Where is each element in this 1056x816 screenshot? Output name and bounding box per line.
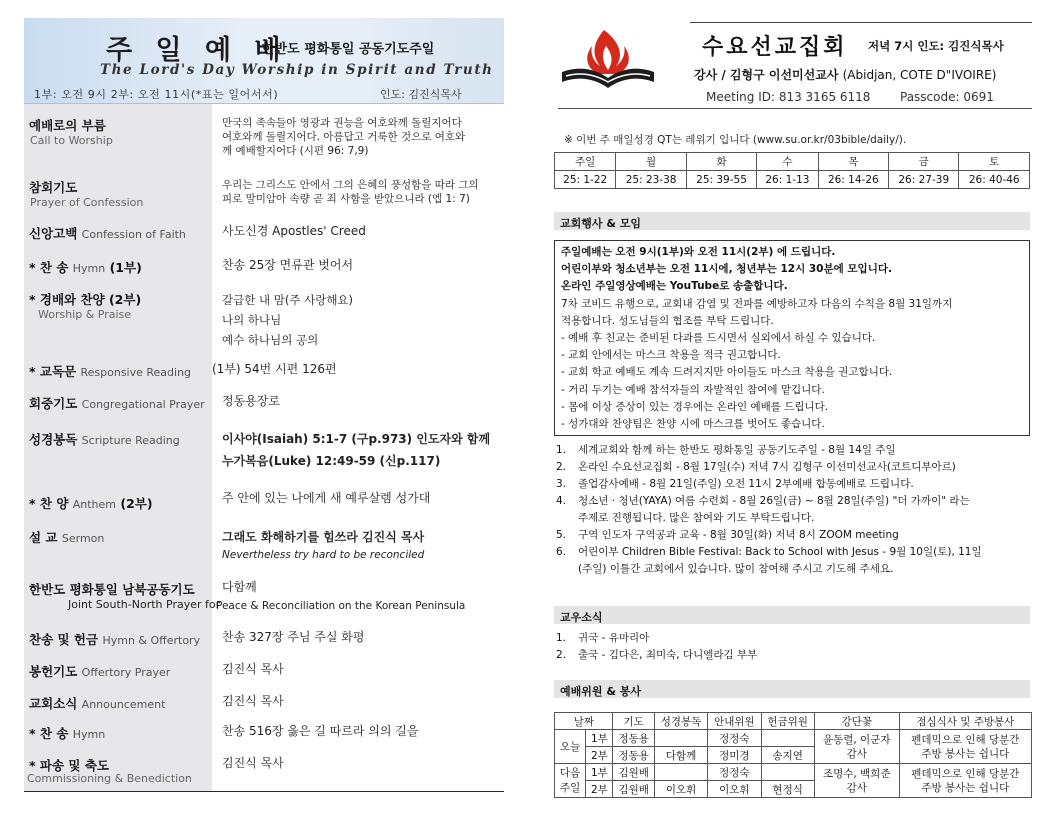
- order-item-text: 정동용장로: [222, 394, 280, 408]
- order-item-en: Hymn: [72, 728, 106, 741]
- order-item-label: 찬송 및 헌금: [29, 632, 99, 647]
- qt-ref: 26: 1-13: [757, 171, 818, 189]
- order-item-label: 신앙고백: [29, 226, 78, 241]
- table-row: [555, 730, 1032, 747]
- table-cell: 펜데믹으로 인해 당분간 주방 봉사는 쉽니다: [899, 730, 1031, 764]
- divider: [690, 22, 1032, 23]
- news-text: 출국 - 김다은, 최미숙, 다니엘라김 부부: [578, 649, 758, 661]
- order-item-label: 예배로의 부름: [29, 118, 106, 133]
- list-item: [556, 510, 982, 527]
- announcement-line: 어린이부와 청소년부는 오전 11시에, 청년부는 12시 30분에 모입니다.: [561, 263, 892, 276]
- announcement-line: - 거리 두기는 예배 참석자들의 자발적인 참여에 맡깁니다.: [561, 383, 825, 396]
- order-item-en: Commissioning & Benediction: [27, 772, 192, 785]
- table-cell: 현정식: [761, 781, 814, 798]
- order-item-text: 사도신경 Apostles' Creed: [222, 224, 366, 238]
- order-item-text: 김진식 목사: [222, 756, 284, 770]
- table-row: [555, 171, 1030, 189]
- order-item-text: 여호와께 돌릴지어다. 아름답고 거룩한 것으로 여호와: [222, 131, 466, 143]
- table-row: [555, 713, 1032, 730]
- table-cell: 1부: [586, 764, 613, 781]
- sermon-title: 그래도 화해하기를 힘쓰라 김진식 목사: [222, 530, 425, 544]
- event-text: 청소년 · 청년(YAYA) 여름 수련회 - 8월 26일(금) ~ 8월 28일(주일) "더 가까이" 라는: [578, 495, 970, 507]
- order-item-label: 설 교: [29, 530, 58, 545]
- table-cell: [761, 730, 814, 747]
- order-item-text: 김진식 목사: [222, 662, 284, 676]
- table-cell: 조명수, 백희준 감사: [814, 764, 899, 798]
- worship-title: 주 일 예 배: [106, 35, 288, 66]
- qt-table: [554, 152, 1030, 189]
- divider: [558, 108, 1032, 109]
- qt-ref: 25: 23-38: [616, 171, 686, 189]
- list-number: 1.: [556, 444, 567, 456]
- table-cell: 다음 주일: [555, 764, 586, 798]
- event-text: 주제로 진행됩니다. 많은 참여와 기도 부탁드립니다.: [578, 512, 815, 524]
- event-text: 온라인 수요선교집회 - 8월 17일(수) 저녁 7시 김형구 이선미선교사(코트디부아르): [578, 461, 956, 473]
- speaker-name: 강사 / 김형구 이선미선교사: [694, 68, 839, 82]
- order-item-label: * 찬 송: [29, 260, 69, 275]
- order-item-text: 나의 하나님: [222, 313, 282, 327]
- order-item-label: 교회소식: [29, 696, 78, 711]
- wednesday-header: [550, 18, 1032, 110]
- table-cell: 정정숙: [708, 764, 761, 781]
- order-item-label: * 찬 송: [29, 726, 69, 741]
- event-text: (주일) 이틀간 교회에서 있습니다. 많이 참여해 주시고 기도해 주세요.: [578, 563, 894, 575]
- section-heading-news: 교우소식: [554, 606, 1030, 624]
- event-text: 구역 인도자 구역공과 교육 - 8월 30일(화) 저녁 8시 ZOOM meeting: [578, 529, 899, 541]
- order-item-part: (2부): [120, 496, 153, 511]
- order-item-text: 우리는 그리스도 안에서 그의 은혜의 풍성함을 따라 그의: [222, 179, 479, 191]
- announcement-line: - 몸에 이상 증상이 있는 경우에는 온라인 예배를 드립니다.: [561, 400, 829, 413]
- table-cell: 1부: [586, 730, 613, 747]
- announcement-line: 7차 코비드 유행으로, 교회내 감염 및 전파를 예방하고자 다음의 수칙을 8월 31일까지: [561, 297, 953, 310]
- order-item-text: 주 안에 있는 나에게 새 예루살렘 성가대: [222, 491, 431, 505]
- table-cell: 정동용: [613, 747, 654, 764]
- order-item-text: 누가복음(Luke) 12:49-59 (신p.117): [222, 454, 441, 468]
- announcement-line: - 성가대와 찬양팀은 찬양 시에 마스크를 벗어도 좋습니다.: [561, 418, 825, 431]
- order-item-part: (1부): [109, 260, 142, 275]
- wednesday-title: 수요선교집회: [702, 35, 848, 60]
- order-item-en: Anthem: [72, 498, 117, 511]
- order-item-en: Worship & Praise: [38, 308, 132, 321]
- order-item-label: 봉헌기도: [29, 664, 78, 679]
- table-cell: [761, 764, 814, 781]
- bulletin-right-page: [550, 18, 1032, 794]
- table-header: 점심식사 및 주방봉사: [899, 713, 1031, 730]
- table-cell: 윤동렬, 이군자 감사: [814, 730, 899, 764]
- event-text: 어린이부 Children Bible Festival: Back to School with Jesus - 9월 10일(토), 11일: [578, 546, 982, 558]
- qt-day: 수: [757, 153, 818, 171]
- table-cell: 2부: [586, 781, 613, 798]
- order-item-en: Scripture Reading: [81, 434, 180, 447]
- qt-ref: 26: 40-46: [959, 171, 1030, 189]
- order-item-en: Prayer of Confession: [30, 196, 144, 209]
- order-item-label: * 찬 양: [29, 496, 69, 511]
- order-item-en: Responsive Reading: [80, 366, 192, 379]
- section-heading-events: 교회행사 & 모임: [554, 212, 1030, 230]
- table-header: 헌금위원: [761, 713, 814, 730]
- order-item-en: Hymn: [72, 262, 106, 275]
- church-logo-icon: [560, 24, 656, 94]
- order-item-en: Joint South-North Prayer for: [68, 598, 221, 611]
- speaker-location: (Abidjan, COTE D"IVOIRE): [842, 68, 997, 82]
- order-item-label: * 경배와 찬양 (2부): [29, 292, 142, 307]
- order-item-label: 한반도 평화통일 남북공동기도: [29, 582, 195, 597]
- order-item-text: 찬송 516장 옳은 길 따르라 의의 길을: [222, 724, 419, 738]
- qt-ref: 25: 1-22: [555, 171, 616, 189]
- announcement-line: 온라인 주일영상예배는 YouTube로 송출합니다.: [561, 280, 788, 293]
- list-number: 5.: [556, 529, 567, 541]
- qt-day: 금: [889, 153, 959, 171]
- list-item: [556, 647, 757, 664]
- table-header: 성경봉독: [654, 713, 707, 730]
- table-header: 기도: [613, 713, 654, 730]
- qt-ref: 26: 14-26: [818, 171, 888, 189]
- order-item-text: 예수 하나님의 공의: [222, 333, 319, 347]
- order-item-en: Congregational Prayer: [81, 398, 205, 411]
- order-item-label: 참회기도: [29, 180, 78, 195]
- announcement-box: [554, 240, 1030, 436]
- qt-day: 화: [686, 153, 756, 171]
- wednesday-title-sub: 저녁 7시 인도: 김진식목사: [868, 39, 1004, 53]
- order-item-text: 찬송 25장 면류관 벗어서: [222, 258, 354, 272]
- order-of-worship: [24, 104, 504, 792]
- order-item-en: Confession of Faith: [81, 228, 186, 241]
- events-list: [556, 442, 982, 578]
- order-item-text: 만국의 족속들아 영광과 권능을 여호와께 돌릴지어다: [222, 117, 462, 129]
- table-cell: 펜데믹으로 인해 당분간 주방 봉사는 쉽니다: [899, 764, 1031, 798]
- section-heading-servers: 예배위원 & 봉사: [554, 680, 1030, 698]
- order-item-label: 성경봉독: [29, 432, 78, 447]
- order-item-label: 회중기도: [29, 396, 78, 411]
- qt-ref: 26: 27-39: [889, 171, 959, 189]
- order-item-label: * 파송 및 축도: [29, 758, 109, 773]
- sermon-title-en: Nevertheless try hard to be reconciled: [222, 549, 425, 561]
- table-cell: 이오휘: [654, 781, 707, 798]
- table-cell: 정미경: [708, 747, 761, 764]
- list-number: 2.: [556, 461, 567, 473]
- order-item-text: 께 예배할지어다 (시편 96: 7,9): [222, 145, 369, 157]
- table-cell: [654, 764, 707, 781]
- table-cell: 김원배: [613, 781, 654, 798]
- table-header: 강단꽃: [814, 713, 899, 730]
- table-cell: 김원배: [613, 764, 654, 781]
- list-item: [556, 476, 982, 493]
- qt-day: 토: [959, 153, 1030, 171]
- servers-table: [554, 712, 1032, 798]
- meeting-id: Meeting ID: 813 3165 6118: [706, 90, 871, 104]
- worship-times: 1부: 오전 9시 2부: 오전 11시(*표는 일어서서): [34, 88, 279, 101]
- worship-title-sub: 한반도 평화통일 공동기도주일: [262, 42, 435, 57]
- meeting-passcode: Passcode: 0691: [900, 90, 994, 104]
- list-item: [556, 561, 982, 578]
- list-item: [556, 493, 982, 510]
- order-item-en: Announcement: [81, 698, 166, 711]
- table-cell: 오늘: [555, 730, 586, 764]
- list-item: [556, 459, 982, 476]
- order-item-text: 이사야(Isaiah) 5:1-7 (구p.973) 인도자와 함께: [222, 432, 491, 446]
- table-cell: 다함께: [654, 747, 707, 764]
- list-number: 3.: [556, 478, 567, 490]
- bulletin-left-page: [24, 18, 504, 794]
- table-cell: 2부: [586, 747, 613, 764]
- list-number: 1.: [556, 632, 567, 644]
- announcement-line: 주일예배는 오전 9시(1부)와 오전 11시(2부) 에 드립니다.: [561, 246, 836, 258]
- order-item-text: 다함께: [222, 580, 257, 594]
- worship-header: [24, 18, 504, 104]
- event-text: 세계교회와 함께 하는 한반도 평화통일 공동기도주일 - 8월 14일 주일: [578, 444, 896, 456]
- order-item-en: Call to Worship: [30, 134, 113, 147]
- list-item: [556, 544, 982, 561]
- table-header: 날짜: [555, 713, 613, 730]
- worship-motto: The Lord's Day Worship in Spirit and Truth: [100, 62, 494, 78]
- news-text: 귀국 - 유마리아: [578, 632, 650, 644]
- order-item-text: 갈급한 내 맘(주 사랑해요): [222, 293, 354, 307]
- order-item-text: 찬송 327장 주님 주실 화평: [222, 630, 365, 644]
- qt-note: ※ 이번 주 매일성경 QT는 레위기 입니다 (www.su.or.kr/03bible/daily/).: [564, 134, 907, 146]
- qt-ref: 25: 39-55: [686, 171, 756, 189]
- order-item-text: Peace & Reconciliation on the Korean Peninsula: [216, 600, 466, 612]
- order-item-label: * 교독문: [29, 364, 77, 379]
- announcement-line: - 교회 안에서는 마스크 착용을 적극 권고합니다.: [561, 349, 781, 362]
- table-header: 안내위원: [708, 713, 761, 730]
- announcement-line: - 예배 후 친교는 준비된 다과를 드시면서 실외에서 하실 수 있습니다.: [561, 332, 876, 345]
- table-cell: 정정숙: [708, 730, 761, 747]
- list-item: [556, 630, 757, 647]
- table-cell: [654, 730, 707, 747]
- table-cell: 이오휘: [708, 781, 761, 798]
- order-item-en: Offertory Prayer: [81, 666, 171, 679]
- announcement-line: - 교회 학교 예배도 계속 드려지지만 아이들도 마스크 착용을 권고합니다.: [561, 366, 893, 379]
- order-item-text: 피로 말미암아 속량 곧 죄 사함을 받았으니라 (엡 1: 7): [222, 193, 470, 205]
- event-text: 졸업감사예배 - 8월 21일(주일) 오전 11시 2부예배 합동예배로 드립니다.: [578, 478, 914, 490]
- order-item-text: 김진식 목사: [222, 694, 284, 708]
- order-item-text: (1부) 54번 시편 126편: [212, 362, 337, 376]
- list-item: [556, 527, 982, 544]
- table-row: [555, 764, 1032, 781]
- order-item-en: Hymn & Offertory: [102, 634, 201, 647]
- table-cell: 정동용: [613, 730, 654, 747]
- qt-day: 월: [616, 153, 686, 171]
- table-cell: 송지연: [761, 747, 814, 764]
- order-item-en: Sermon: [61, 532, 105, 545]
- list-item: [556, 442, 982, 459]
- list-number: 2.: [556, 649, 567, 661]
- qt-day: 주일: [555, 153, 616, 171]
- list-number: 4.: [556, 495, 567, 507]
- news-list: [556, 630, 757, 664]
- qt-day: 목: [818, 153, 888, 171]
- list-number: 6.: [556, 546, 567, 558]
- worship-leader: 인도: 김진식목사: [380, 88, 462, 101]
- table-row: [555, 153, 1030, 171]
- announcement-line: 적용합니다. 성도님들의 협조를 부탁 드립니다.: [561, 314, 774, 327]
